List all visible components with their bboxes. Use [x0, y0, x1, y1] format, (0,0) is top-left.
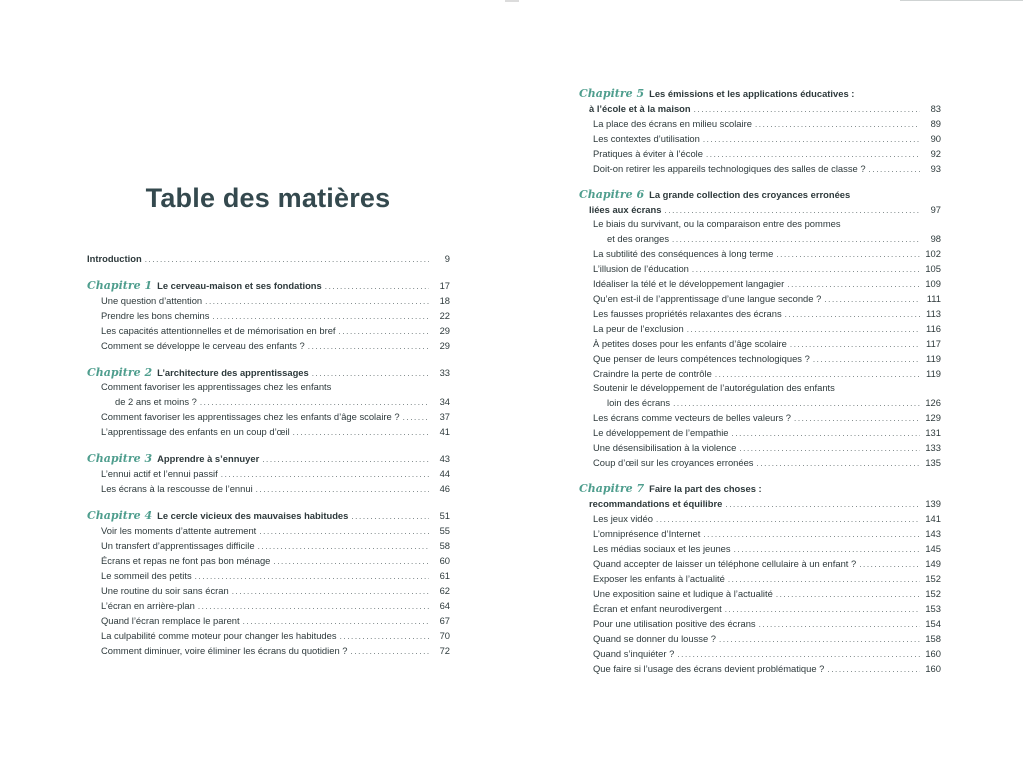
- toc-entry-continuation[interactable]: [87, 394, 450, 409]
- toc-entry[interactable]: [579, 631, 941, 646]
- leader-dots: [339, 326, 429, 338]
- toc-entry[interactable]: [579, 661, 941, 676]
- toc-page-number: 126: [925, 397, 941, 408]
- toc-entry[interactable]: [579, 455, 941, 470]
- toc-entry-label: Coup d’œil sur les croyances erronées: [593, 457, 754, 468]
- toc-entry[interactable]: [87, 481, 450, 496]
- toc-page-number: 60: [439, 555, 450, 566]
- toc-entry-label: La peur de l’exclusion: [593, 323, 684, 334]
- toc-page-number: 109: [925, 278, 941, 289]
- toc-entry-line1[interactable]: [579, 381, 941, 395]
- toc-page-number: 34: [439, 396, 450, 407]
- chapter-heading-line2[interactable]: [579, 101, 941, 116]
- leader-dots: [350, 646, 429, 658]
- toc-page-number: 113: [926, 308, 941, 319]
- toc-page-number: 18: [439, 295, 450, 306]
- toc-entry[interactable]: [579, 410, 941, 425]
- chapter-heading-line1[interactable]: [579, 482, 941, 496]
- chapter-heading-line2[interactable]: [579, 202, 941, 217]
- toc-entry-label-continuation: et des oranges: [607, 233, 670, 244]
- page-title: Table des matières: [145, 183, 391, 213]
- toc-page-number: 143: [925, 528, 941, 539]
- chapter-word: Chapitre 1: [87, 279, 153, 292]
- leader-dots: [672, 234, 920, 246]
- toc-entry-line1[interactable]: [579, 217, 941, 231]
- toc-entry[interactable]: [87, 308, 450, 323]
- toc-entry[interactable]: [87, 338, 450, 353]
- toc-page-number: 29: [439, 340, 450, 351]
- leader-dots: [794, 413, 920, 425]
- toc-page-number: 154: [925, 618, 941, 629]
- toc-entry[interactable]: [579, 366, 941, 381]
- leader-dots: [259, 526, 429, 538]
- toc-entry[interactable]: [87, 523, 450, 538]
- chapter-heading[interactable]: [87, 451, 450, 466]
- toc-page-number: 141: [925, 513, 941, 524]
- toc-entry[interactable]: [579, 291, 941, 306]
- toc-entry-label-continuation: de 2 ans et moins ?: [115, 396, 197, 407]
- toc-entry-continuation[interactable]: [579, 231, 941, 246]
- chapter-title: Les émissions et les applications éducatives :: [649, 88, 855, 99]
- toc-page-number: 153: [925, 603, 941, 614]
- chapter-title: La grande collection des croyances erronées: [649, 189, 851, 200]
- toc-entry[interactable]: [87, 628, 450, 643]
- toc-page-number: 105: [925, 263, 941, 274]
- leader-dots: [656, 514, 920, 526]
- toc-entry-label: Idéaliser la télé et le développement langagier: [593, 278, 785, 289]
- toc-page-number: 92: [930, 148, 941, 159]
- toc-entry-label: Une question d’attention: [101, 295, 203, 306]
- toc-entry-label: Les fausses propriétés relaxantes des écrans: [593, 308, 782, 319]
- leader-dots: [732, 428, 920, 440]
- toc-page-number: 89: [930, 118, 941, 129]
- toc-right-column: [579, 87, 941, 688]
- toc-entry[interactable]: [87, 643, 450, 658]
- toc-entry[interactable]: [87, 613, 450, 628]
- toc-entry[interactable]: [87, 583, 450, 598]
- leader-dots: [692, 264, 920, 276]
- toc-entry-label: Les capacités attentionnelles et de mémorisation en bref: [101, 325, 336, 336]
- chapter-word: Chapitre 7: [579, 482, 645, 495]
- chapter-heading-line2[interactable]: [579, 496, 941, 511]
- toc-entry-label: Comment diminuer, voire éliminer les écrans du quotidien ?: [101, 645, 348, 656]
- toc-entry-label: Quand accepter de laisser un téléphone cellulaire à un enfant ?: [593, 558, 857, 569]
- toc-entry-label-continuation: loin des écrans: [607, 397, 671, 408]
- toc-page-number: 67: [439, 615, 450, 626]
- toc-entry[interactable]: [579, 321, 941, 336]
- toc-page-number: 17: [439, 280, 450, 291]
- leader-dots: [734, 544, 920, 556]
- chapter-title: Apprendre à s’ennuyer: [157, 453, 260, 464]
- leader-dots: [787, 279, 920, 291]
- toc-entry-label: Exposer les enfants à l’actualité: [593, 573, 725, 584]
- toc-entry[interactable]: [579, 571, 941, 586]
- toc-page-number: 133: [925, 442, 941, 453]
- chapter-title: L’architecture des apprentissages: [157, 367, 309, 378]
- leader-dots: [725, 499, 920, 511]
- toc-entry[interactable]: [579, 556, 941, 571]
- toc-page-number: 160: [925, 648, 941, 659]
- toc-entry-label: Le développement de l’empathie: [593, 427, 729, 438]
- toc-entry-label: L’ennui actif et l’ennui passif: [101, 468, 218, 479]
- leader-dots: [869, 164, 920, 176]
- chapter-heading[interactable]: [87, 278, 450, 293]
- toc-page-number: 55: [439, 525, 450, 536]
- toc-page-number: 116: [926, 323, 941, 334]
- toc-entry[interactable]: [579, 425, 941, 440]
- toc-entry-label: Une désensibilisation à la violence: [593, 442, 737, 453]
- toc-page-number: 117: [926, 338, 941, 349]
- leader-dots: [725, 604, 920, 616]
- toc-page-number: 51: [439, 510, 450, 521]
- toc-page-number: 145: [925, 543, 941, 554]
- toc-entry[interactable]: [87, 553, 450, 568]
- toc-entry-label: Quand l’écran remplace le parent: [101, 615, 240, 626]
- toc-entry[interactable]: [87, 568, 450, 583]
- toc-entry[interactable]: [579, 246, 941, 261]
- toc-entry[interactable]: [579, 646, 941, 661]
- chapter-title: Faire la part des choses :: [649, 483, 762, 494]
- toc-entry[interactable]: [579, 511, 941, 526]
- toc-page-number: 90: [930, 133, 941, 144]
- toc-entry-label: La subtilité des conséquences à long terme: [593, 248, 774, 259]
- chapter-word: Chapitre 3: [87, 452, 153, 465]
- top-edge-line: [900, 0, 1023, 1]
- toc-entry[interactable]: [87, 293, 450, 308]
- toc-page-number: 102: [925, 248, 941, 259]
- leader-dots: [262, 454, 429, 466]
- toc-entry[interactable]: [579, 601, 941, 616]
- leader-dots: [755, 119, 920, 131]
- toc-entry[interactable]: [579, 586, 941, 601]
- toc-entry-introduction[interactable]: [87, 251, 450, 266]
- toc-page-number: 46: [439, 483, 450, 494]
- leader-dots: [677, 649, 920, 661]
- toc-page-number: 33: [439, 367, 450, 378]
- chapter-heading-line1[interactable]: [579, 87, 941, 101]
- chapter-4-section: [87, 508, 450, 658]
- toc-entry-label: Les contextes d’utilisation: [593, 133, 700, 144]
- toc-entry-label: Qu’en est-il de l’apprentissage d’une langue seconde ?: [593, 293, 822, 304]
- leader-dots: [256, 484, 429, 496]
- toc-page-number: 29: [439, 325, 450, 336]
- toc-entry[interactable]: [87, 424, 450, 439]
- leader-dots: [859, 559, 920, 571]
- toc-page-number: 149: [925, 558, 941, 569]
- toc-entry[interactable]: [579, 146, 941, 161]
- leader-dots: [212, 311, 429, 323]
- toc-entry-label: À petites doses pour les enfants d’âge scolaire: [593, 338, 787, 349]
- toc-entry-line1[interactable]: [87, 380, 450, 394]
- toc-entry-label: Craindre la perte de contrôle: [593, 368, 712, 379]
- toc-entry-label: L’apprentissage des enfants en un coup d’œil: [101, 426, 290, 437]
- toc-entry[interactable]: [579, 276, 941, 291]
- toc-page-number: 70: [439, 630, 450, 641]
- toc-entry-label: Un transfert d’apprentissages difficile: [101, 540, 255, 551]
- leader-dots: [243, 616, 429, 628]
- toc-page-number: 9: [444, 253, 450, 264]
- chapter-title: Le cerveau-maison et ses fondations: [157, 280, 322, 291]
- leader-dots: [694, 104, 920, 116]
- leader-dots: [703, 529, 920, 541]
- toc-entry-label: Comment se développe le cerveau des enfants ?: [101, 340, 305, 351]
- toc-entry[interactable]: [579, 261, 941, 276]
- leader-dots: [221, 469, 429, 481]
- leader-dots: [785, 309, 920, 321]
- leader-dots: [351, 511, 429, 523]
- toc-entry[interactable]: [87, 598, 450, 613]
- toc-entry[interactable]: [579, 336, 941, 351]
- toc-page-number: 41: [439, 426, 450, 437]
- leader-dots: [325, 281, 429, 293]
- toc-left-column: [87, 251, 450, 670]
- toc-page-number: 152: [925, 588, 941, 599]
- toc-page-number: 58: [439, 540, 450, 551]
- chapter-7-section: [579, 482, 941, 676]
- chapter-heading-line1[interactable]: [579, 188, 941, 202]
- leader-dots: [340, 631, 429, 643]
- toc-entry-label: Les jeux vidéo: [593, 513, 653, 524]
- leader-dots: [776, 249, 920, 261]
- leader-dots: [308, 341, 429, 353]
- toc-entry-label: Comment favoriser les apprentissages chez les enfants d’âge scolaire ?: [101, 411, 400, 422]
- toc-entry[interactable]: [87, 409, 450, 424]
- toc-page-number: 129: [925, 412, 941, 423]
- leader-dots: [293, 427, 429, 439]
- leader-dots: [824, 294, 920, 306]
- toc-page-number: 119: [926, 368, 941, 379]
- toc-entry-label: Une routine du soir sans écran: [101, 585, 229, 596]
- leader-dots: [790, 339, 920, 351]
- leader-dots: [776, 589, 920, 601]
- toc-entry-label: Écrans et repas ne font pas bon ménage: [101, 555, 271, 566]
- toc-entry-label: Comment favoriser les apprentissages chez les enfants: [101, 381, 332, 392]
- toc-page-number: 64: [439, 600, 450, 611]
- toc-page-number: 135: [925, 457, 941, 468]
- chapter-title-continuation: recommandations et équilibre: [589, 498, 723, 509]
- leader-dots: [273, 556, 429, 568]
- toc-page-number: 44: [439, 468, 450, 479]
- toc-entry-label: Introduction: [87, 253, 142, 264]
- toc-page-number: 93: [930, 163, 941, 174]
- leader-dots: [756, 458, 920, 470]
- toc-entry-label: Les écrans à la rescousse de l’ennui: [101, 483, 253, 494]
- toc-entry-label: Doit-on retirer les appareils technologiques des salles de classe ?: [593, 163, 866, 174]
- chapter-5-section: [579, 87, 941, 176]
- toc-page-number: 61: [439, 570, 450, 581]
- toc-entry-label: L’écran en arrière-plan: [101, 600, 195, 611]
- toc-page-number: 43: [439, 453, 450, 464]
- toc-entry-label: Le sommeil des petits: [101, 570, 192, 581]
- chapter-heading[interactable]: [87, 508, 450, 523]
- toc-page-number: 160: [925, 663, 941, 674]
- leader-dots: [200, 397, 429, 409]
- chapter-word: Chapitre 6: [579, 188, 645, 201]
- toc-entry-label: Pratiques à éviter à l’école: [593, 148, 703, 159]
- leader-dots: [728, 574, 920, 586]
- toc-page-number: 98: [930, 233, 941, 244]
- leader-dots: [145, 254, 429, 266]
- chapter-heading[interactable]: [87, 365, 450, 380]
- toc-entry-label: Écran et enfant neurodivergent: [593, 603, 722, 614]
- leader-dots: [759, 619, 920, 631]
- toc-entry[interactable]: [579, 440, 941, 455]
- chapter-word: Chapitre 2: [87, 366, 153, 379]
- toc-entry[interactable]: [579, 131, 941, 146]
- toc-entry-label: Soutenir le développement de l’autorégulation des enfants: [593, 382, 835, 393]
- toc-page-number: 131: [925, 427, 941, 438]
- toc-page-number: 62: [439, 585, 450, 596]
- toc-entry-continuation[interactable]: [579, 395, 941, 410]
- toc-page-number: 22: [439, 310, 450, 321]
- toc-entry-label: La culpabilité comme moteur pour changer les habitudes: [101, 630, 337, 641]
- leader-dots: [205, 296, 429, 308]
- toc-page-number: 37: [439, 411, 450, 422]
- chapter-title-continuation: liées aux écrans: [589, 204, 662, 215]
- toc-page-number: 111: [926, 293, 941, 304]
- toc-entry-label: L’illusion de l’éducation: [593, 263, 689, 274]
- toc-entry[interactable]: [579, 541, 941, 556]
- leader-dots: [198, 601, 429, 613]
- chapter-3-section: [87, 451, 450, 496]
- leader-dots: [673, 398, 920, 410]
- leader-dots: [403, 412, 429, 424]
- toc-entry-label: Le biais du survivant, ou la comparaison entre des pommes: [593, 218, 841, 229]
- chapter-word: Chapitre 4: [87, 509, 153, 522]
- toc-page-number: 152: [925, 573, 941, 584]
- toc-entry-label: Une exposition saine et ludique à l’actualité: [593, 588, 773, 599]
- toc-entry-label: L’omniprésence d’Internet: [593, 528, 701, 539]
- leader-dots: [258, 541, 429, 553]
- leader-dots: [813, 354, 920, 366]
- chapter-word: Chapitre 5: [579, 87, 645, 100]
- chapter-1-section: [87, 278, 450, 353]
- leader-dots: [706, 149, 920, 161]
- toc-entry[interactable]: [579, 116, 941, 131]
- toc-entry-label: Que penser de leurs compétences technologiques ?: [593, 353, 810, 364]
- chapter-title-continuation: à l’école et à la maison: [589, 103, 691, 114]
- toc-entry[interactable]: [579, 526, 941, 541]
- toc-entry-label: Quand s’inquiéter ?: [593, 648, 675, 659]
- leader-dots: [719, 634, 920, 646]
- leader-dots: [739, 443, 920, 455]
- top-edge-tick: [505, 0, 519, 2]
- toc-entry[interactable]: [87, 466, 450, 481]
- toc-entry-label: La place des écrans en milieu scolaire: [593, 118, 752, 129]
- toc-page-number: 139: [925, 498, 941, 509]
- toc-entry[interactable]: [87, 538, 450, 553]
- toc-entry[interactable]: [579, 161, 941, 176]
- chapter-6-section: [579, 188, 941, 470]
- toc-entry[interactable]: [579, 351, 941, 366]
- leader-dots: [232, 586, 429, 598]
- toc-entry-label: Les médias sociaux et les jeunes: [593, 543, 731, 554]
- toc-page-number: 72: [439, 645, 450, 656]
- toc-entry-label: Voir les moments d’attente autrement: [101, 525, 257, 536]
- toc-entry[interactable]: [579, 616, 941, 631]
- toc-entry-label: Prendre les bons chemins: [101, 310, 210, 321]
- leader-dots: [703, 134, 920, 146]
- chapter-title: Le cercle vicieux des mauvaises habitudes: [157, 510, 349, 521]
- toc-page-number: 83: [930, 103, 941, 114]
- toc-entry-label: Que faire si l’usage des écrans devient problématique ?: [593, 663, 825, 674]
- leader-dots: [687, 324, 920, 336]
- toc-page-number: 158: [925, 633, 941, 644]
- toc-entry[interactable]: [579, 306, 941, 321]
- leader-dots: [827, 664, 920, 676]
- leader-dots: [195, 571, 429, 583]
- chapter-2-section: [87, 365, 450, 439]
- toc-entry-label: Les écrans comme vecteurs de belles valeurs ?: [593, 412, 792, 423]
- toc-entry-label: Pour une utilisation positive des écrans: [593, 618, 756, 629]
- toc-page-number: 119: [926, 353, 941, 364]
- toc-entry[interactable]: [87, 323, 450, 338]
- toc-entry-label: Quand se donner du lousse ?: [593, 633, 717, 644]
- toc-page-number: 97: [930, 204, 941, 215]
